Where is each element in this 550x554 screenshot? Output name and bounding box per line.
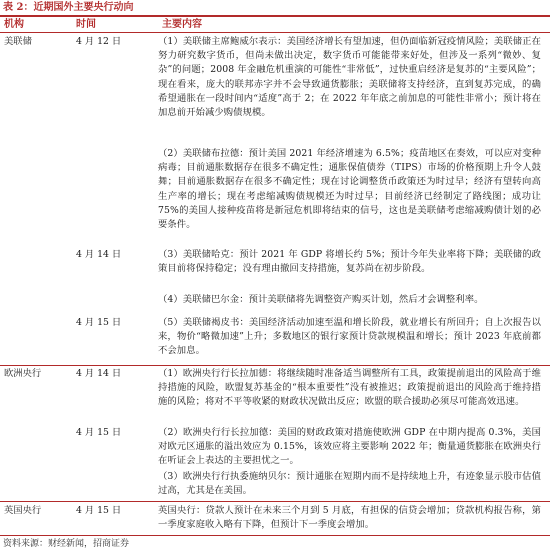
table-row bbox=[0, 425, 550, 469]
content-cell: （1）欧洲央行行长拉加德：将继续随时准备适当调整所有工具，政策提前退出的风险高于维持措施的风险，欧盟复苏基金的“根本重要性”没有被推迟；政策提前退出的风险高于维持措施的风险；将对不平等收紧的财政状况做出反应；欧盟的联合援助必须尽可能高效迅速。 bbox=[158, 368, 541, 408]
time-cell: 4 月 15 日 bbox=[76, 427, 122, 438]
central-bank-table bbox=[0, 15, 550, 534]
time-cell: 4 月 14 日 bbox=[76, 249, 122, 260]
institution-cell: 英国央行 bbox=[4, 505, 42, 516]
content-cell: （5）美联储褐皮书：美国经济活动加速至温和增长阶段，就业增长有所回升；自上次报告以来，物价“略微加速”上升；多数地区的银行家预计贷款规模温和增长；预计 2023 年底前都不会加息。 bbox=[158, 317, 541, 357]
table-row bbox=[0, 366, 550, 425]
table-bottom-rule bbox=[0, 535, 550, 536]
institution-cell: 美联储 bbox=[4, 36, 32, 47]
table-row bbox=[0, 292, 550, 308]
time-cell: 4 月 14 日 bbox=[76, 368, 122, 379]
table-row bbox=[0, 33, 550, 147]
time-cell: 4 月 12 日 bbox=[76, 36, 122, 47]
content-cell: （1）美联储主席鲍威尔表示：美国经济增长有望加速，但仍面临新冠疫情风险；美联储正在努力研究数字货币，但尚未做出决定，数字货币可能能带来好处，但涉及一系列“微妙、复杂”的问题；2008 年金融危机重演的可能性“非常低”，过快重启经济是复苏的“主要风险”；现在看来，庞大的联邦赤字并不会导致通货膨胀；美联储将支持经济，直到复苏完成，的确希望通胀在一段时间内“适度”高于 2；在 2022 年年底之前加息的可能性非常小；预计将在加息前开始减少购债规模。 bbox=[158, 36, 541, 119]
header-content: 主要内容 bbox=[162, 19, 202, 30]
table-row bbox=[0, 469, 550, 502]
content-cell: （2）美联储布拉德：预计美国 2021 年经济增速为 6.5%；疫苗地区在奏效，可以应对变种病毒；目前通胀数据存在很多不确定性；通胀保值债券（TIPS）市场的价格预期上升令人鼓舞；目前通胀数据存在很多不确定性；现在讨论调整货币政策还为时过早；经济有望转向高生产率的增长；现在考虑缩减购债规模还为时过早；目前经济已经制定了路线图；成功让 75%的美国人接种疫苗将是新冠危机即将结束的信号，这也是美联储考虑缩减购债计划的必要条件。 bbox=[158, 148, 541, 231]
time-cell: 4 月 15 日 bbox=[76, 505, 122, 516]
institution-cell: 欧洲央行 bbox=[4, 368, 42, 379]
table-row bbox=[0, 316, 550, 366]
header-time: 时间 bbox=[76, 19, 96, 30]
content-cell: 英国央行：贷款人预计在未来三个月到 5 月底，有担保的信贷会增加；贷款机构报告称，第一季度家庭收入略有下降，但预计下一季度会增加。 bbox=[158, 505, 541, 531]
header-institution: 机构 bbox=[4, 19, 24, 30]
content-cell: （3）欧洲央行行执委施纳贝尔：预计通胀在短期内而不是持续地上升，有迹象显示股市估值过高，尤其是在美国。 bbox=[158, 471, 541, 497]
content-cell: （3）美联储哈克：预计 2021 年 GDP 将增长约 5%；预计今年失业率将下降；美联储的政策目前将保持稳定；没有理由撤回支持措施，复苏尚在初步阶段。 bbox=[158, 249, 541, 275]
content-cell: （2）欧洲央行行长拉加德：美国的财政政策对措施使欧洲 GDP 在中期内提高 0.3%，美国对欧元区通胀的溢出效应为 0.15%，该效应将主要影响 2022 年；衡量通货膨胀在欧洲央行在听证会上表达的主要担忧之一。 bbox=[158, 427, 541, 467]
time-cell: 4 月 15 日 bbox=[76, 317, 122, 328]
table-title: 表 2：近期国外主要央行动向 bbox=[3, 2, 134, 13]
table-row bbox=[0, 147, 550, 246]
table-header bbox=[0, 15, 550, 33]
table-row bbox=[0, 502, 550, 535]
table-row bbox=[0, 248, 550, 292]
content-cell: （4）美联储巴尔金：预计美联储将先调整资产购买计划，然后才会调整利率。 bbox=[158, 294, 484, 305]
source-note: 资料来源：财经新闻，招商证券 bbox=[3, 539, 130, 549]
